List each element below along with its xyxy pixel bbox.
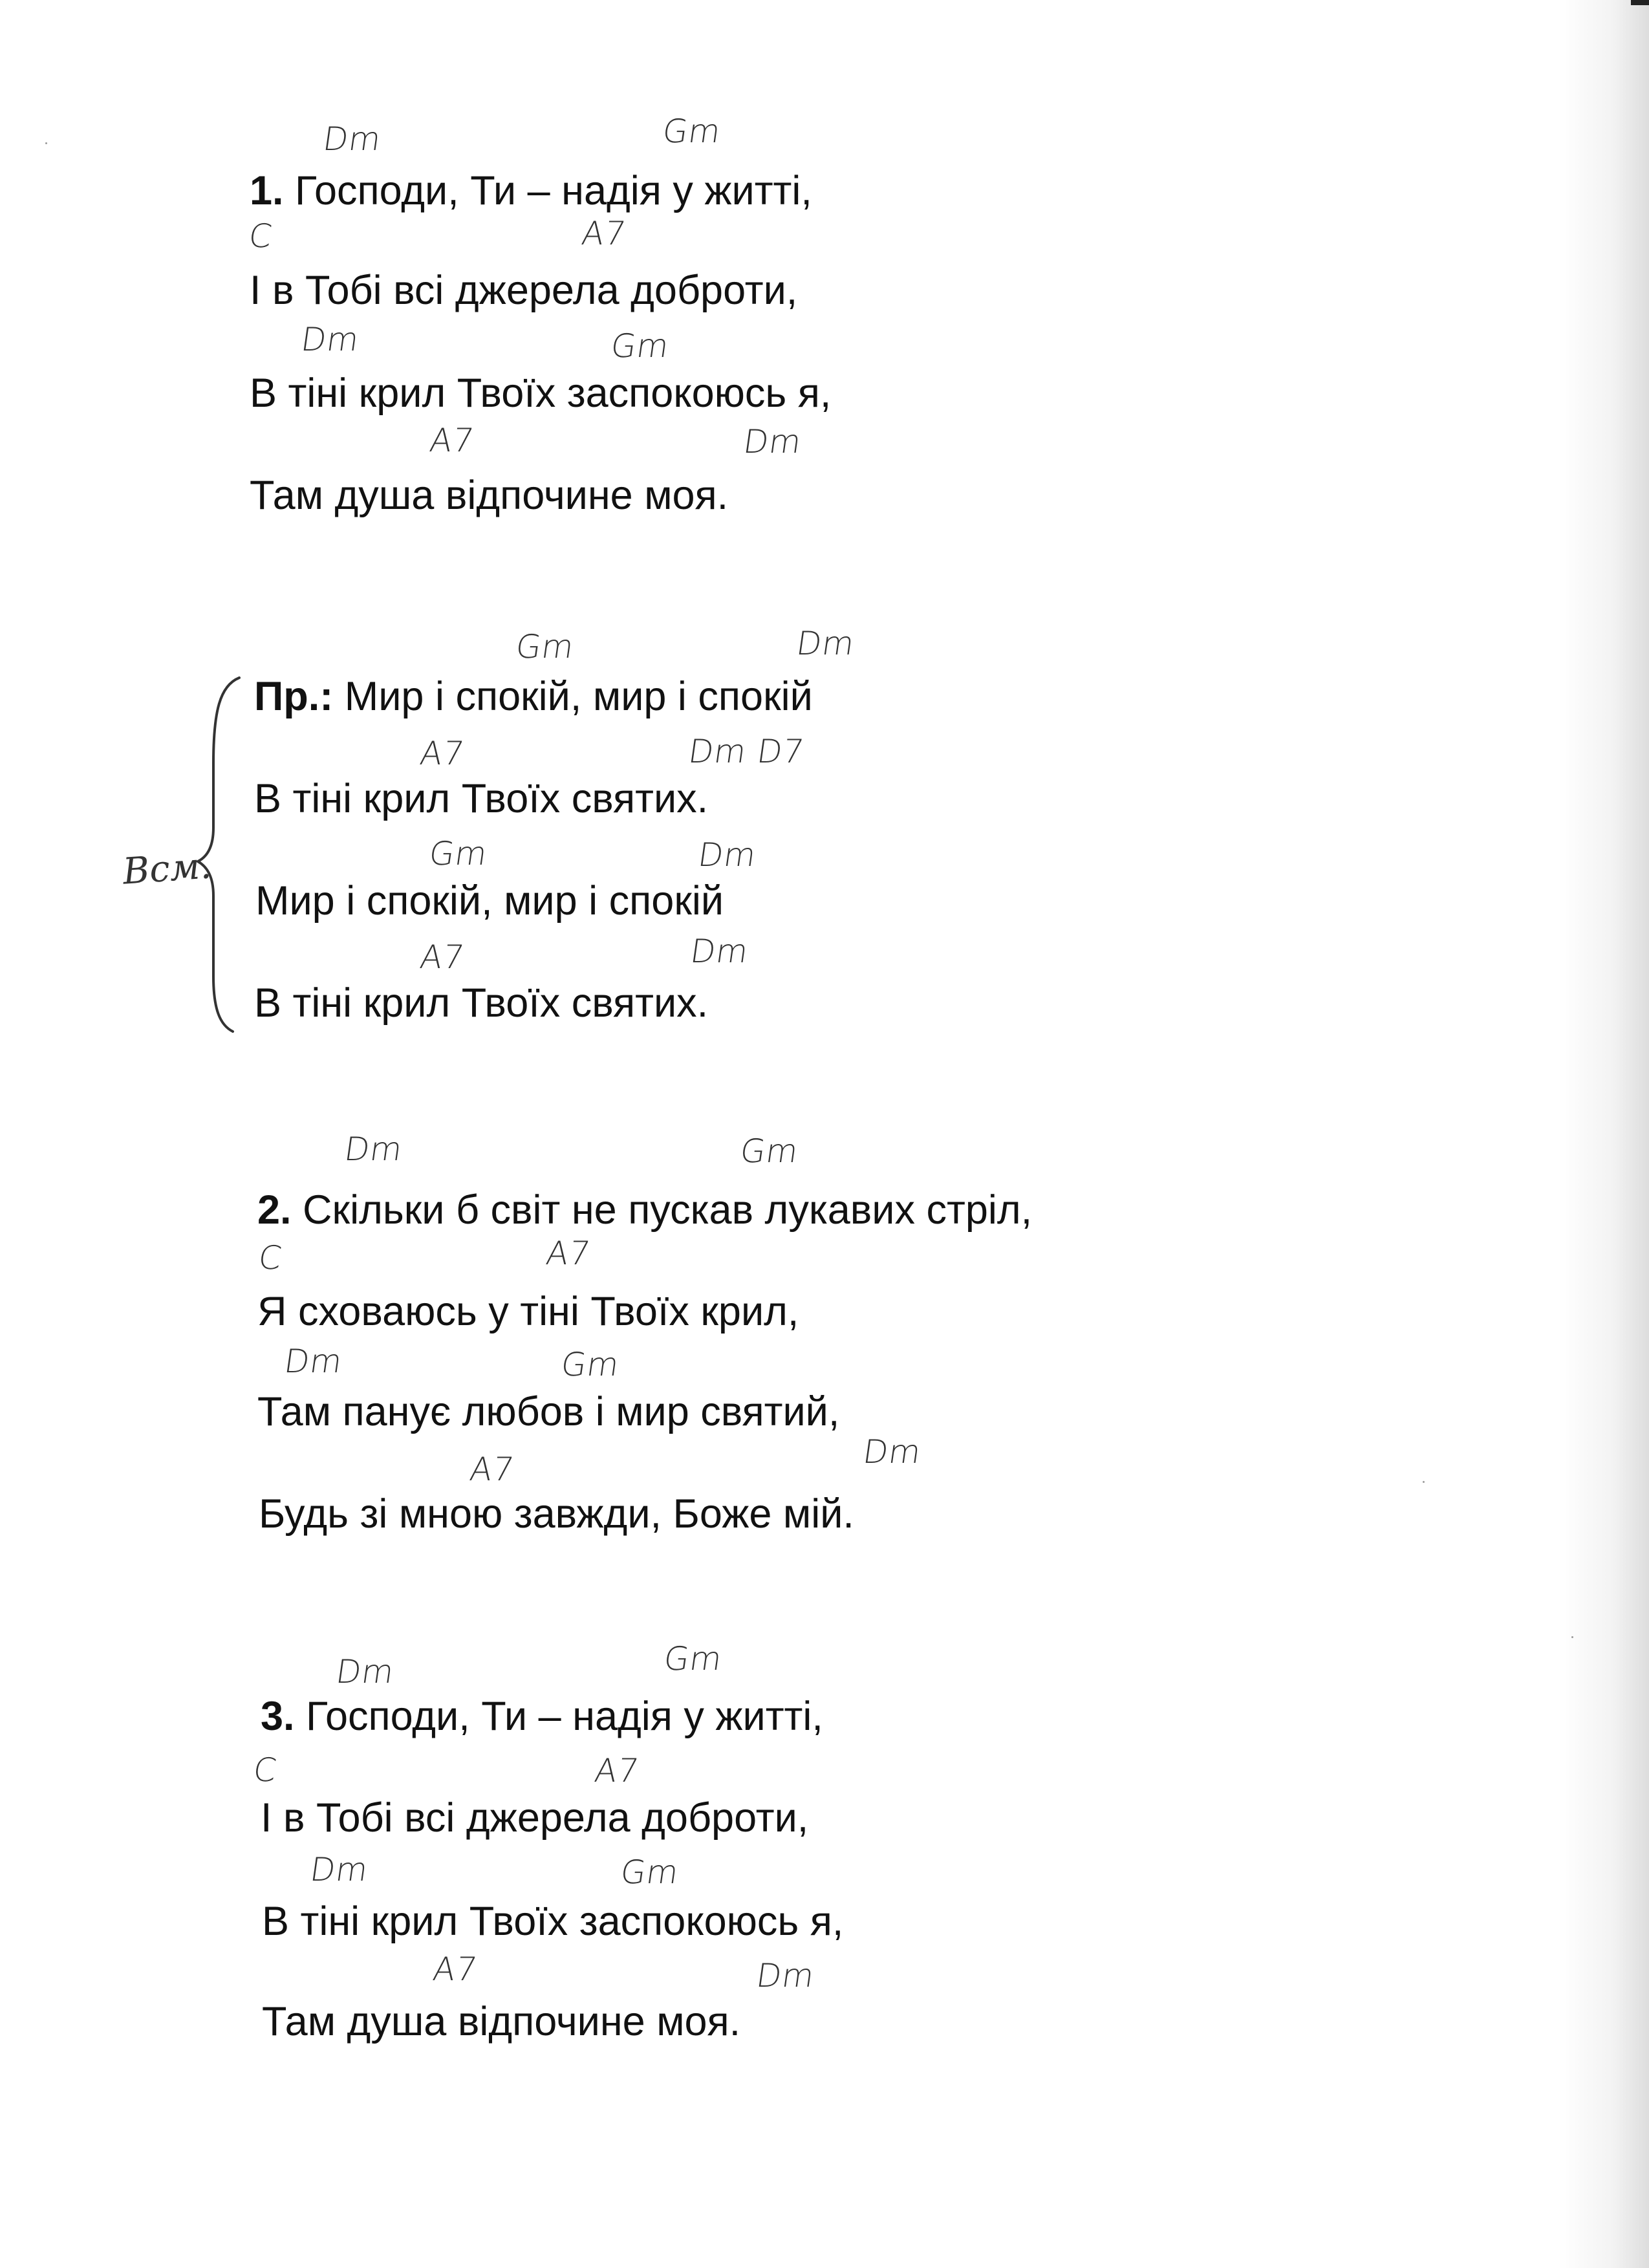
chord: Gm bbox=[558, 1346, 622, 1383]
lyric-line bbox=[261, 1696, 823, 1737]
chord: A7 bbox=[579, 215, 629, 252]
chord: Gm bbox=[660, 113, 724, 150]
chord: A7 bbox=[430, 1950, 480, 1988]
verse-number: 1. bbox=[250, 168, 284, 213]
lyric-line bbox=[250, 168, 812, 213]
chord: A7 bbox=[417, 938, 468, 976]
chord: Dm bbox=[687, 933, 751, 970]
lyric-line: І в Тобі всі джерела доброти, bbox=[261, 1795, 809, 1841]
chord: Dm bbox=[793, 625, 857, 662]
verse-number: 2. bbox=[257, 1187, 292, 1233]
lyric-line: І в Тобі всі джерела доброти, bbox=[250, 268, 798, 313]
lyric-line: В тіні крил Твоїх святих. bbox=[254, 776, 709, 821]
lyric-line: Я сховаюсь у тіні Твоїх крил, bbox=[257, 1289, 799, 1334]
chord: Dm bbox=[341, 1130, 405, 1168]
chord: Dm bbox=[860, 1433, 924, 1471]
scan-speck bbox=[1571, 1636, 1573, 1638]
lyric-text: Мир і спокій, мир і спокій bbox=[333, 674, 813, 719]
lyric-line: Там душа відпочине моя. bbox=[250, 473, 729, 518]
lyric-line: Там панує любов і мир святий, bbox=[257, 1389, 840, 1434]
lyric-line: Мир і спокій, мир і спокій bbox=[255, 878, 724, 923]
verse-number: 3. bbox=[261, 1694, 295, 1739]
chord: A7 bbox=[417, 735, 468, 772]
lyric-line: В тіні крил Твоїх заспокоюсь я, bbox=[262, 1899, 844, 1944]
lyric-line: В тіні крил Твоїх святих. bbox=[254, 980, 709, 1026]
scan-shadow-edge bbox=[1558, 0, 1649, 2268]
scan-speck bbox=[1423, 1481, 1425, 1483]
lyric-text: Господи, Ти – надія у житті, bbox=[294, 1694, 823, 1739]
chord: A7 bbox=[543, 1235, 594, 1272]
chord: A7 bbox=[592, 1752, 642, 1789]
chord: Dm bbox=[740, 423, 804, 460]
chord: Gm bbox=[426, 835, 490, 872]
scan-speck bbox=[45, 142, 47, 144]
chord: C bbox=[250, 1751, 279, 1789]
lyric-line: В тіні крил Твоїх заспокоюсь я, bbox=[250, 371, 832, 416]
lyric-line bbox=[254, 676, 813, 717]
chord: Dm bbox=[298, 321, 362, 358]
scan-corner-mark bbox=[1631, 0, 1649, 5]
chord: Gm bbox=[618, 1853, 682, 1891]
lyric-text: Скільки б світ не пускав лукавих стріл, bbox=[291, 1187, 1033, 1233]
lyric-line: Там душа відпочине моя. bbox=[262, 1999, 741, 2044]
chord: Gm bbox=[737, 1132, 801, 1170]
chord: A7 bbox=[467, 1451, 517, 1488]
chord: Dm bbox=[307, 1851, 371, 1888]
chord: C bbox=[246, 217, 275, 255]
chord: Gm bbox=[661, 1640, 725, 1678]
chord: Dm bbox=[333, 1653, 397, 1690]
chorus-label: Пр.: bbox=[254, 674, 334, 719]
chord: Gm bbox=[608, 327, 672, 365]
chord: A7 bbox=[427, 422, 477, 459]
lyric-line bbox=[257, 1187, 1033, 1233]
lyric-line: Будь зі мною завжди, Боже мій. bbox=[259, 1491, 854, 1537]
lyric-text: Господи, Ти – надія у житті, bbox=[283, 168, 812, 213]
chorus-side-note: Всм. bbox=[121, 845, 213, 893]
chord: Dm D7 bbox=[685, 733, 807, 770]
chord: Dm bbox=[281, 1343, 345, 1380]
chord: Dm bbox=[753, 1957, 817, 1994]
chord: Dm bbox=[320, 120, 384, 158]
chord: Gm bbox=[513, 628, 577, 665]
chord: C bbox=[255, 1239, 285, 1277]
chord: Dm bbox=[695, 836, 759, 874]
